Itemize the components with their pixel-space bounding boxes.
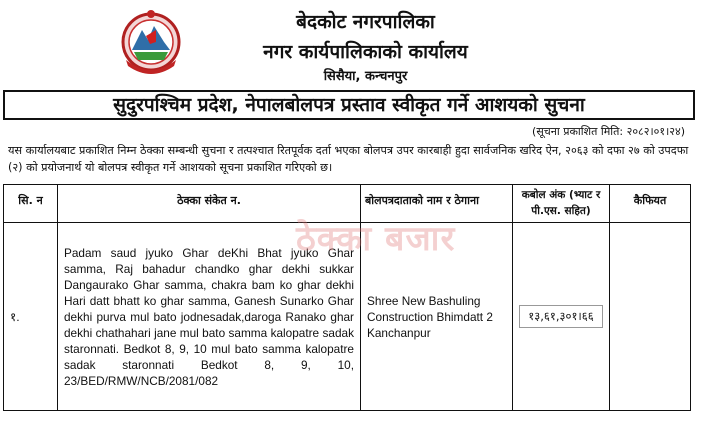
row-remarks	[610, 223, 691, 411]
row-amount: १३,६१,३०१।६६	[519, 305, 603, 328]
notice-title: सुदुरपश्चिम प्रदेश, नेपालबोलपत्र प्रस्ताव स्वीकृत गर्ने आशयको सुचना	[3, 90, 695, 120]
row-sn: १.	[4, 223, 58, 411]
header-remarks: कैफियत	[610, 185, 691, 223]
row-amount-cell	[513, 223, 610, 411]
row-bidder: Shree New Bashuling Construction Bhimdatt 2 Kanchanpur	[361, 223, 513, 411]
header-contract: ठेक्का संकेत न.	[58, 185, 361, 223]
header-amount: कबोल अंक (भ्याट र पी.एस. सहित)	[513, 185, 610, 223]
watermark: ठेक्का बजार	[296, 219, 456, 259]
municipality-name: बेदकोट नगरपालिका	[296, 11, 435, 33]
intro-paragraph: यस कार्यालयबाट प्रकाशित निम्न ठेक्का सम्बन्धी सुचना र तत्पश्चात रितपूर्वक दर्ता भएका बोलपत्र उपर कारबाही हुदा सार्वजनिक खरिद ऐन, २०६३ को दफा २७ को उपदफा (२) को प्रयोजनार्थ यो बोलपत्र स्वीकृत गर्ने आशयको सूचना प्रकाशित गरिएको छ।	[8, 144, 689, 174]
office-name: नगर कार्यपालिकाको कार्यालय	[263, 41, 468, 63]
row-contract: Padam saud jyuko Ghar deKhi Bhat jyuko Ghar samma, Raj bahadur chandko ghar dekhi sukkar Dangaurako Ghar samma, chakra bam ko ghar dekhi Hari datt bhatt ko ghar samma, Ganesh Sunarko Ghar dekhi purva mul bato jodnesadak,daroga Ranako ghar dekhi chathahari jane mul bato samma kalopatre sadak staronnati. Bedkot 8, 9, 10 mul bato samma kalopatre sadak staronnati Bedkot 8, 9, 10, 23/BED/RMW/NCB/2081/082	[58, 223, 361, 411]
header-sn: सि. न	[4, 185, 58, 223]
header-bidder: बोलपत्रदाताको नाम र ठेगाना	[361, 185, 513, 223]
office-address: सिसैया, कन्चनपुर	[323, 69, 408, 84]
publish-date: (सूचना प्रकाशित मिति: २०८२।०१।२४)	[532, 125, 685, 138]
